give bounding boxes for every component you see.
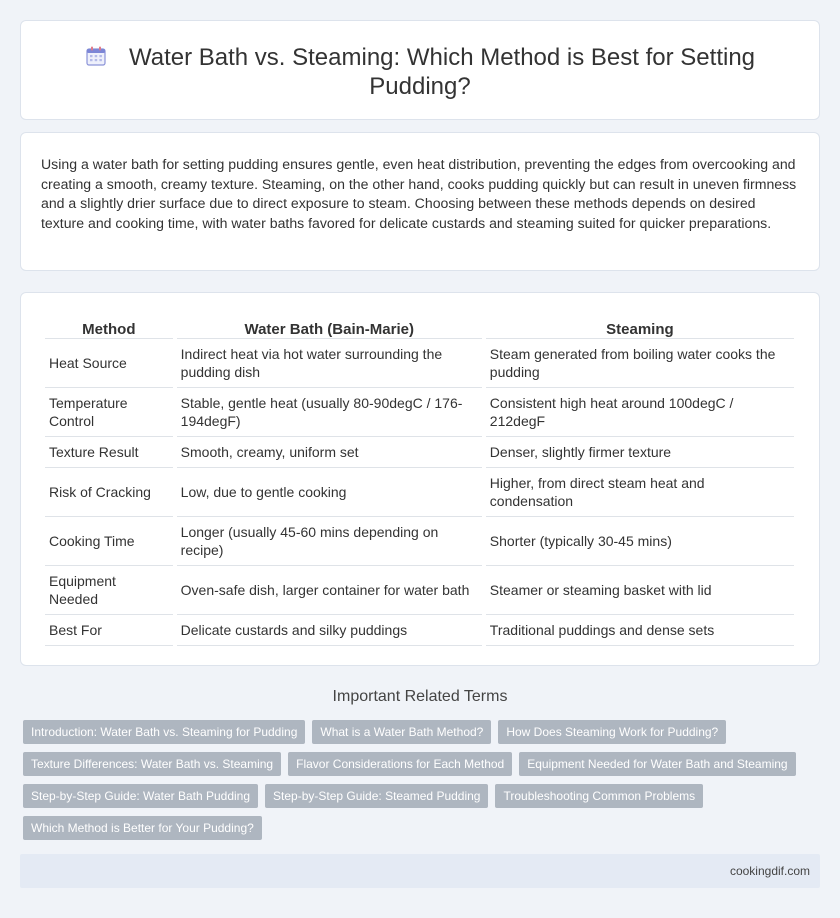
- related-term-link[interactable]: How Does Steaming Work for Pudding?: [498, 720, 726, 744]
- row-label: Cooking Time: [45, 517, 173, 566]
- related-term-link[interactable]: What is a Water Bath Method?: [312, 720, 491, 744]
- water-bath-cell: Delicate custards and silky puddings: [177, 615, 482, 646]
- table-row: [45, 437, 794, 468]
- intro-text: Using a water bath for setting pudding ensures gentle, even heat distribution, preventing the edges from overcooking and creating a smooth, creamy texture. Steaming, on the other hand, cooks pudding quickly but can result in uneven firmness and a slightly drier surface due to direct exposure to steam. Choosing between these methods depends on desired texture and cooking time, with water baths favored for delicate custards and steaming suited for quicker preparations.: [41, 156, 797, 231]
- related-term-link[interactable]: Equipment Needed for Water Bath and Steaming: [519, 752, 795, 776]
- calendar-icon: [85, 45, 107, 67]
- related-term-link[interactable]: Texture Differences: Water Bath vs. Steaming: [23, 752, 281, 776]
- title-line-2: Pudding?: [369, 73, 471, 100]
- table-row: [45, 388, 794, 437]
- related-term-link[interactable]: Troubleshooting Common Problems: [495, 784, 703, 808]
- related-terms-list: [23, 720, 803, 848]
- related-term-link[interactable]: Flavor Considerations for Each Method: [288, 752, 512, 776]
- steaming-cell: Consistent high heat around 100degC / 212degF: [486, 388, 794, 437]
- related-term-link[interactable]: Step-by-Step Guide: Water Bath Pudding: [23, 784, 258, 808]
- water-bath-cell: Smooth, creamy, uniform set: [177, 437, 482, 468]
- steaming-cell: Denser, slightly firmer texture: [486, 437, 794, 468]
- intro-card: [20, 132, 820, 271]
- row-label: Texture Result: [45, 437, 173, 468]
- steaming-cell: Steamer or steaming basket with lid: [486, 566, 794, 615]
- related-term-link[interactable]: Step-by-Step Guide: Steamed Pudding: [265, 784, 488, 808]
- related-term-link[interactable]: Introduction: Water Bath vs. Steaming for Pudding: [23, 720, 305, 744]
- comparison-table: [41, 313, 798, 646]
- table-row: [45, 468, 794, 517]
- footer-site-link[interactable]: cookingdif.com: [729, 864, 810, 878]
- water-bath-cell: Longer (usually 45-60 mins depending on recipe): [177, 517, 482, 566]
- related-term-link[interactable]: Which Method is Better for Your Pudding?: [23, 816, 262, 840]
- title-line-1: Water Bath vs. Steaming: Which Method is Best for Setting: [128, 44, 756, 71]
- steaming-cell: Traditional puddings and dense sets: [486, 615, 794, 646]
- row-label: Temperature Control: [45, 388, 173, 437]
- row-label: Equipment Needed: [45, 566, 173, 615]
- header-steaming: Steaming: [486, 313, 794, 339]
- steaming-cell: Shorter (typically 30-45 mins): [486, 517, 794, 566]
- row-label: Heat Source: [45, 339, 173, 388]
- steaming-cell: Higher, from direct steam heat and condensation: [486, 468, 794, 517]
- page-title: [21, 43, 819, 101]
- comparison-table-card: [20, 292, 820, 666]
- table-header-row: [45, 313, 794, 339]
- water-bath-cell: Stable, gentle heat (usually 80-90degC / 176-194degF): [177, 388, 482, 437]
- footer: [20, 854, 820, 888]
- water-bath-cell: Low, due to gentle cooking: [177, 468, 482, 517]
- related-terms-title: Important Related Terms: [332, 688, 508, 705]
- row-label: Best For: [45, 615, 173, 646]
- water-bath-cell: Oven-safe dish, larger container for water bath: [177, 566, 482, 615]
- steaming-cell: Steam generated from boiling water cooks the pudding: [486, 339, 794, 388]
- header-method: Method: [45, 313, 173, 339]
- header-water-bath: Water Bath (Bain-Marie): [177, 313, 482, 339]
- title-card: [20, 20, 820, 120]
- table-row: [45, 339, 794, 388]
- table-row: [45, 615, 794, 646]
- water-bath-cell: Indirect heat via hot water surrounding the pudding dish: [177, 339, 482, 388]
- table-row: [45, 566, 794, 615]
- row-label: Risk of Cracking: [45, 468, 173, 517]
- table-row: [45, 517, 794, 566]
